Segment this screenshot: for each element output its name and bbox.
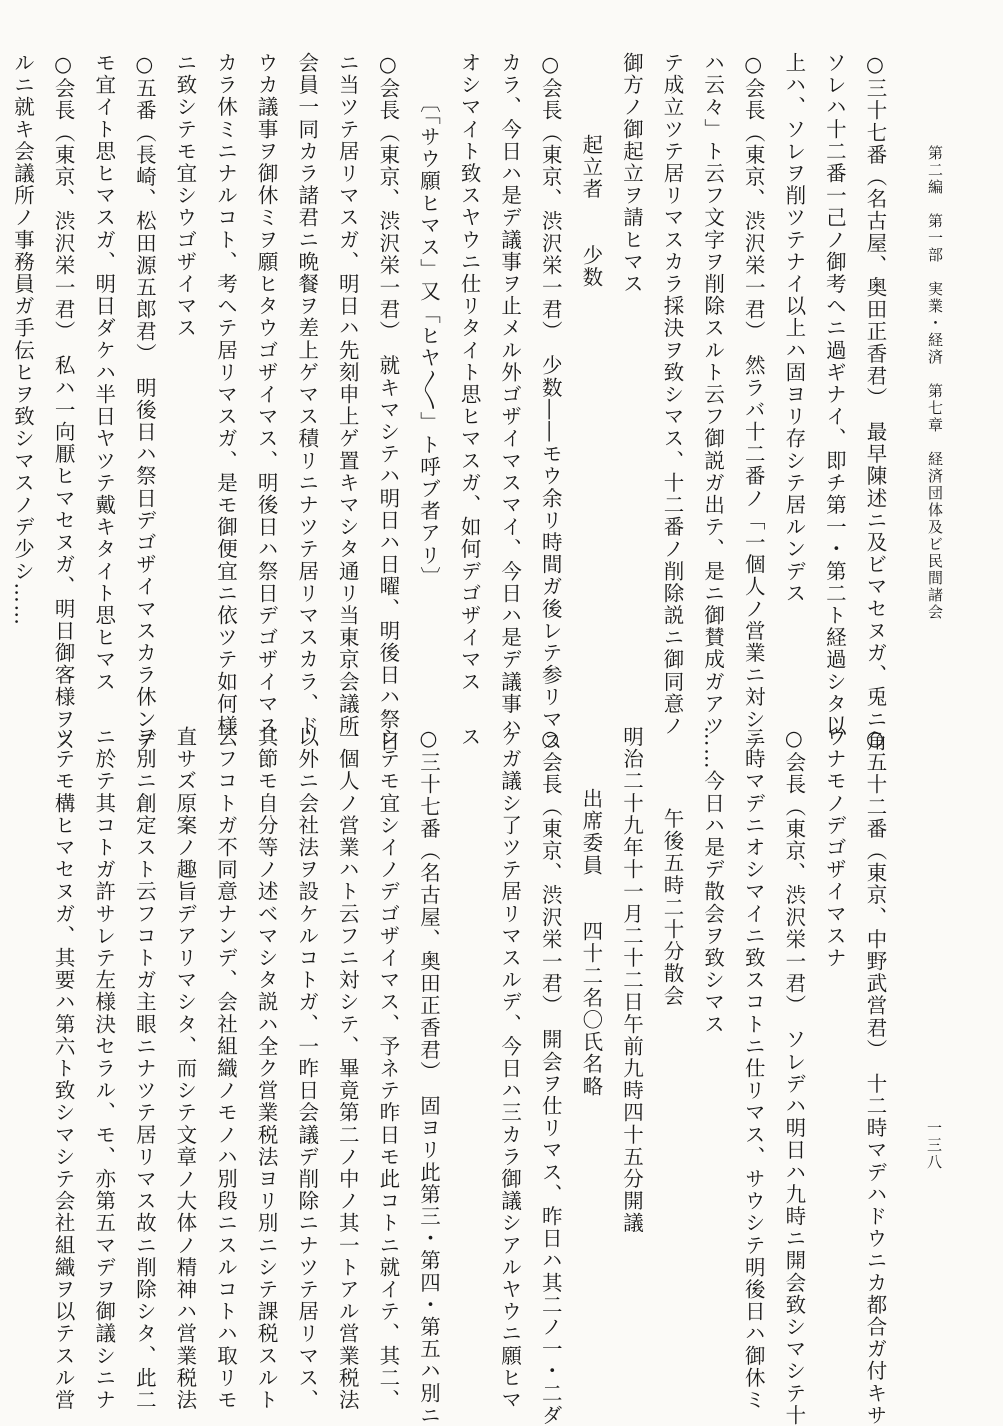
text-line: ニ致シテモ宜シウゴザイマス: [172, 52, 197, 340]
text-line: ○五十二番（東京、中野武営君） 十二時マデハドウニカ都合ガ付キサ: [863, 726, 887, 1426]
text-line: 二時マデニオシマイニ致スコトニ仕リマス、サウシテ明後日ハ御休ミ: [741, 726, 766, 1412]
text-line: ニ於テ其コトガ許サレテ左様決セラル、モ、亦第五マデヲ御議シニナ: [91, 726, 116, 1412]
text-line: モ宜イト思ヒマスガ、明日ダケハ半日ヤツテ戴キタイト思ヒマス: [91, 52, 116, 693]
text-line: ……今日ハ是デ散会ヲ致シマス: [700, 726, 725, 1036]
text-line: ウカ議事ヲ御休ミヲ願ヒタウゴザイマス、明後日ハ祭日デゴザイマス: [254, 52, 279, 738]
text-line: ○会長（東京、渋沢栄一君） 就キマシテハ明日ハ日曜、明後日ハ祭日: [375, 52, 400, 753]
text-line: オシマイト致スヤウニ仕リタイト思ヒマスガ、如何デゴザイマス: [457, 52, 482, 693]
text-line: テ成立ツテ居リマスカラ採決ヲ致シマス、十二番ノ削除説ニ御同意ノ: [660, 52, 685, 738]
text-line: 午後五時二十分散会: [660, 808, 685, 1007]
text-line: ヲ別ニ創定スト云フコトガ主眼ニナツテ居リマス故ニ削除シタ、此二: [132, 726, 157, 1412]
text-line: ○会長（東京、渋沢栄一君） 開会ヲ仕リマス、昨日ハ其二ノ一・二ダ: [538, 726, 563, 1426]
text-line: 其節モ自分等ノ述ベマシタ説ハ全ク営業税法ヨリ別ニシテ課税スルト: [254, 726, 279, 1412]
text-line: 出席委員 四十二名〇氏名略: [578, 788, 603, 1098]
running-head: 第二編 第一部 実業・経済 第七章 経済団体及ビ民間諸会: [926, 145, 944, 621]
text-line: 〔「サウ願ヒマス」又「ヒヤ〳〵」ト呼ブ者アリ〕: [416, 92, 441, 589]
text-line: ニ当ツテ居リマスガ、明日ハ先刻申上ゲ置キマシタ通リ当東京会議所: [335, 52, 360, 738]
text-line: ハ云々」ト云フ文字ヲ削除スルト云フ御説ガ出テ、是ニ御賛成ガアツ: [700, 52, 725, 738]
text-line: ウナモノデゴザイマスナ: [822, 726, 847, 970]
text-line: シテモ宜シイノデゴザイマス、予ネテ昨日モ此コトニ就イテ、其二、: [375, 726, 400, 1412]
text-line: 会員一同カラ諸君ニ晩餐ヲ差上ゲマス積リニナツテ居リマスカラ、ド: [294, 52, 319, 738]
text-line: ルニ就キ会議所ノ事務員ガ手伝ヒヲ致シマスノデ少シ……: [10, 52, 35, 627]
lower-text-block: [43, 726, 895, 1426]
text-line: 以外ニ会社法ヲ設ケルコトガ、一昨日会議デ削除ニナツテ居リマス、: [294, 726, 319, 1412]
text-line: ソレハ十二番一己ノ御考ヘニ過ギナイ、即チ第一・第二ト経過シタ以: [822, 52, 847, 738]
upper-text-block: [2, 52, 895, 753]
text-line: ○会長（東京、渋沢栄一君） 然ラバ十二番ノ「一個人ノ営業ニ対シテ: [741, 52, 766, 753]
text-line: ○三十七番（名古屋、奥田正香君） 最早陳述ニ及ビマセヌガ、兎ニ角: [863, 52, 887, 753]
text-line: 上ハ、ソレヲ削ツテナイ以上ハ固ヨリ存シテ居ルンデス: [781, 52, 806, 605]
text-line: ○会長（東京、渋沢栄一君） 少数――モウ余リ時間ガ後レテ参リマス: [538, 52, 563, 753]
text-line: ケガ議シ了ツテ居リマスルデ、今日ハ三カラ御議シアルヤウニ願ヒマ: [497, 726, 522, 1412]
text-line: ○五番（長崎、松田源五郎君） 明後日ハ祭日デゴザイマスカラ休ンデ: [132, 52, 157, 753]
text-line: 御方ノ御起立ヲ請ヒマス: [619, 52, 644, 296]
text-line: 一個人ノ営業ハト云フニ対シテ、畢竟第二ノ中ノ其一トアル営業税法: [335, 726, 360, 1412]
text-line: 起立者 少数: [578, 134, 603, 289]
page-number: 一三八: [925, 1120, 943, 1171]
text-line: 明治二十九年十一月二十二日午前九時四十五分開議: [619, 726, 644, 1235]
text-line: カラ休ミニナルコト、考ヘテ居リマスガ、是モ御便宜ニ依ツテ如何様: [213, 52, 238, 738]
text-line: ス: [457, 726, 482, 749]
text-line: 云フコトガ不同意ナンデ、会社組織ノモノハ別段ニスルコトハ取リモ: [213, 726, 238, 1412]
text-line: ○会長（東京、渋沢栄一君） ソレデハ明日ハ九時ニ開会致シマシテ十: [781, 726, 806, 1426]
text-line: ○三十七番（名古屋、奥田正香君） 固ヨリ此第三・第四・第五ハ別ニ: [416, 726, 441, 1426]
text-line: ツテモ構ヒマセヌガ、其要ハ第六ト致シマシテ会社組織ヲ以テスル営: [51, 726, 76, 1412]
text-line: ○会長（東京、渋沢栄一君） 私ハ一向厭ヒマセヌガ、明日御客様ヲス: [51, 52, 76, 753]
text-line: 直サズ原案ノ趣旨デアリマシタ、而シテ文章ノ大体ノ精神ハ営業税法: [172, 726, 197, 1412]
text-line: カラ、今日ハ是デ議事ヲ止メル外ゴザイマスマイ、今日ハ是デ議事ハ: [497, 52, 522, 738]
